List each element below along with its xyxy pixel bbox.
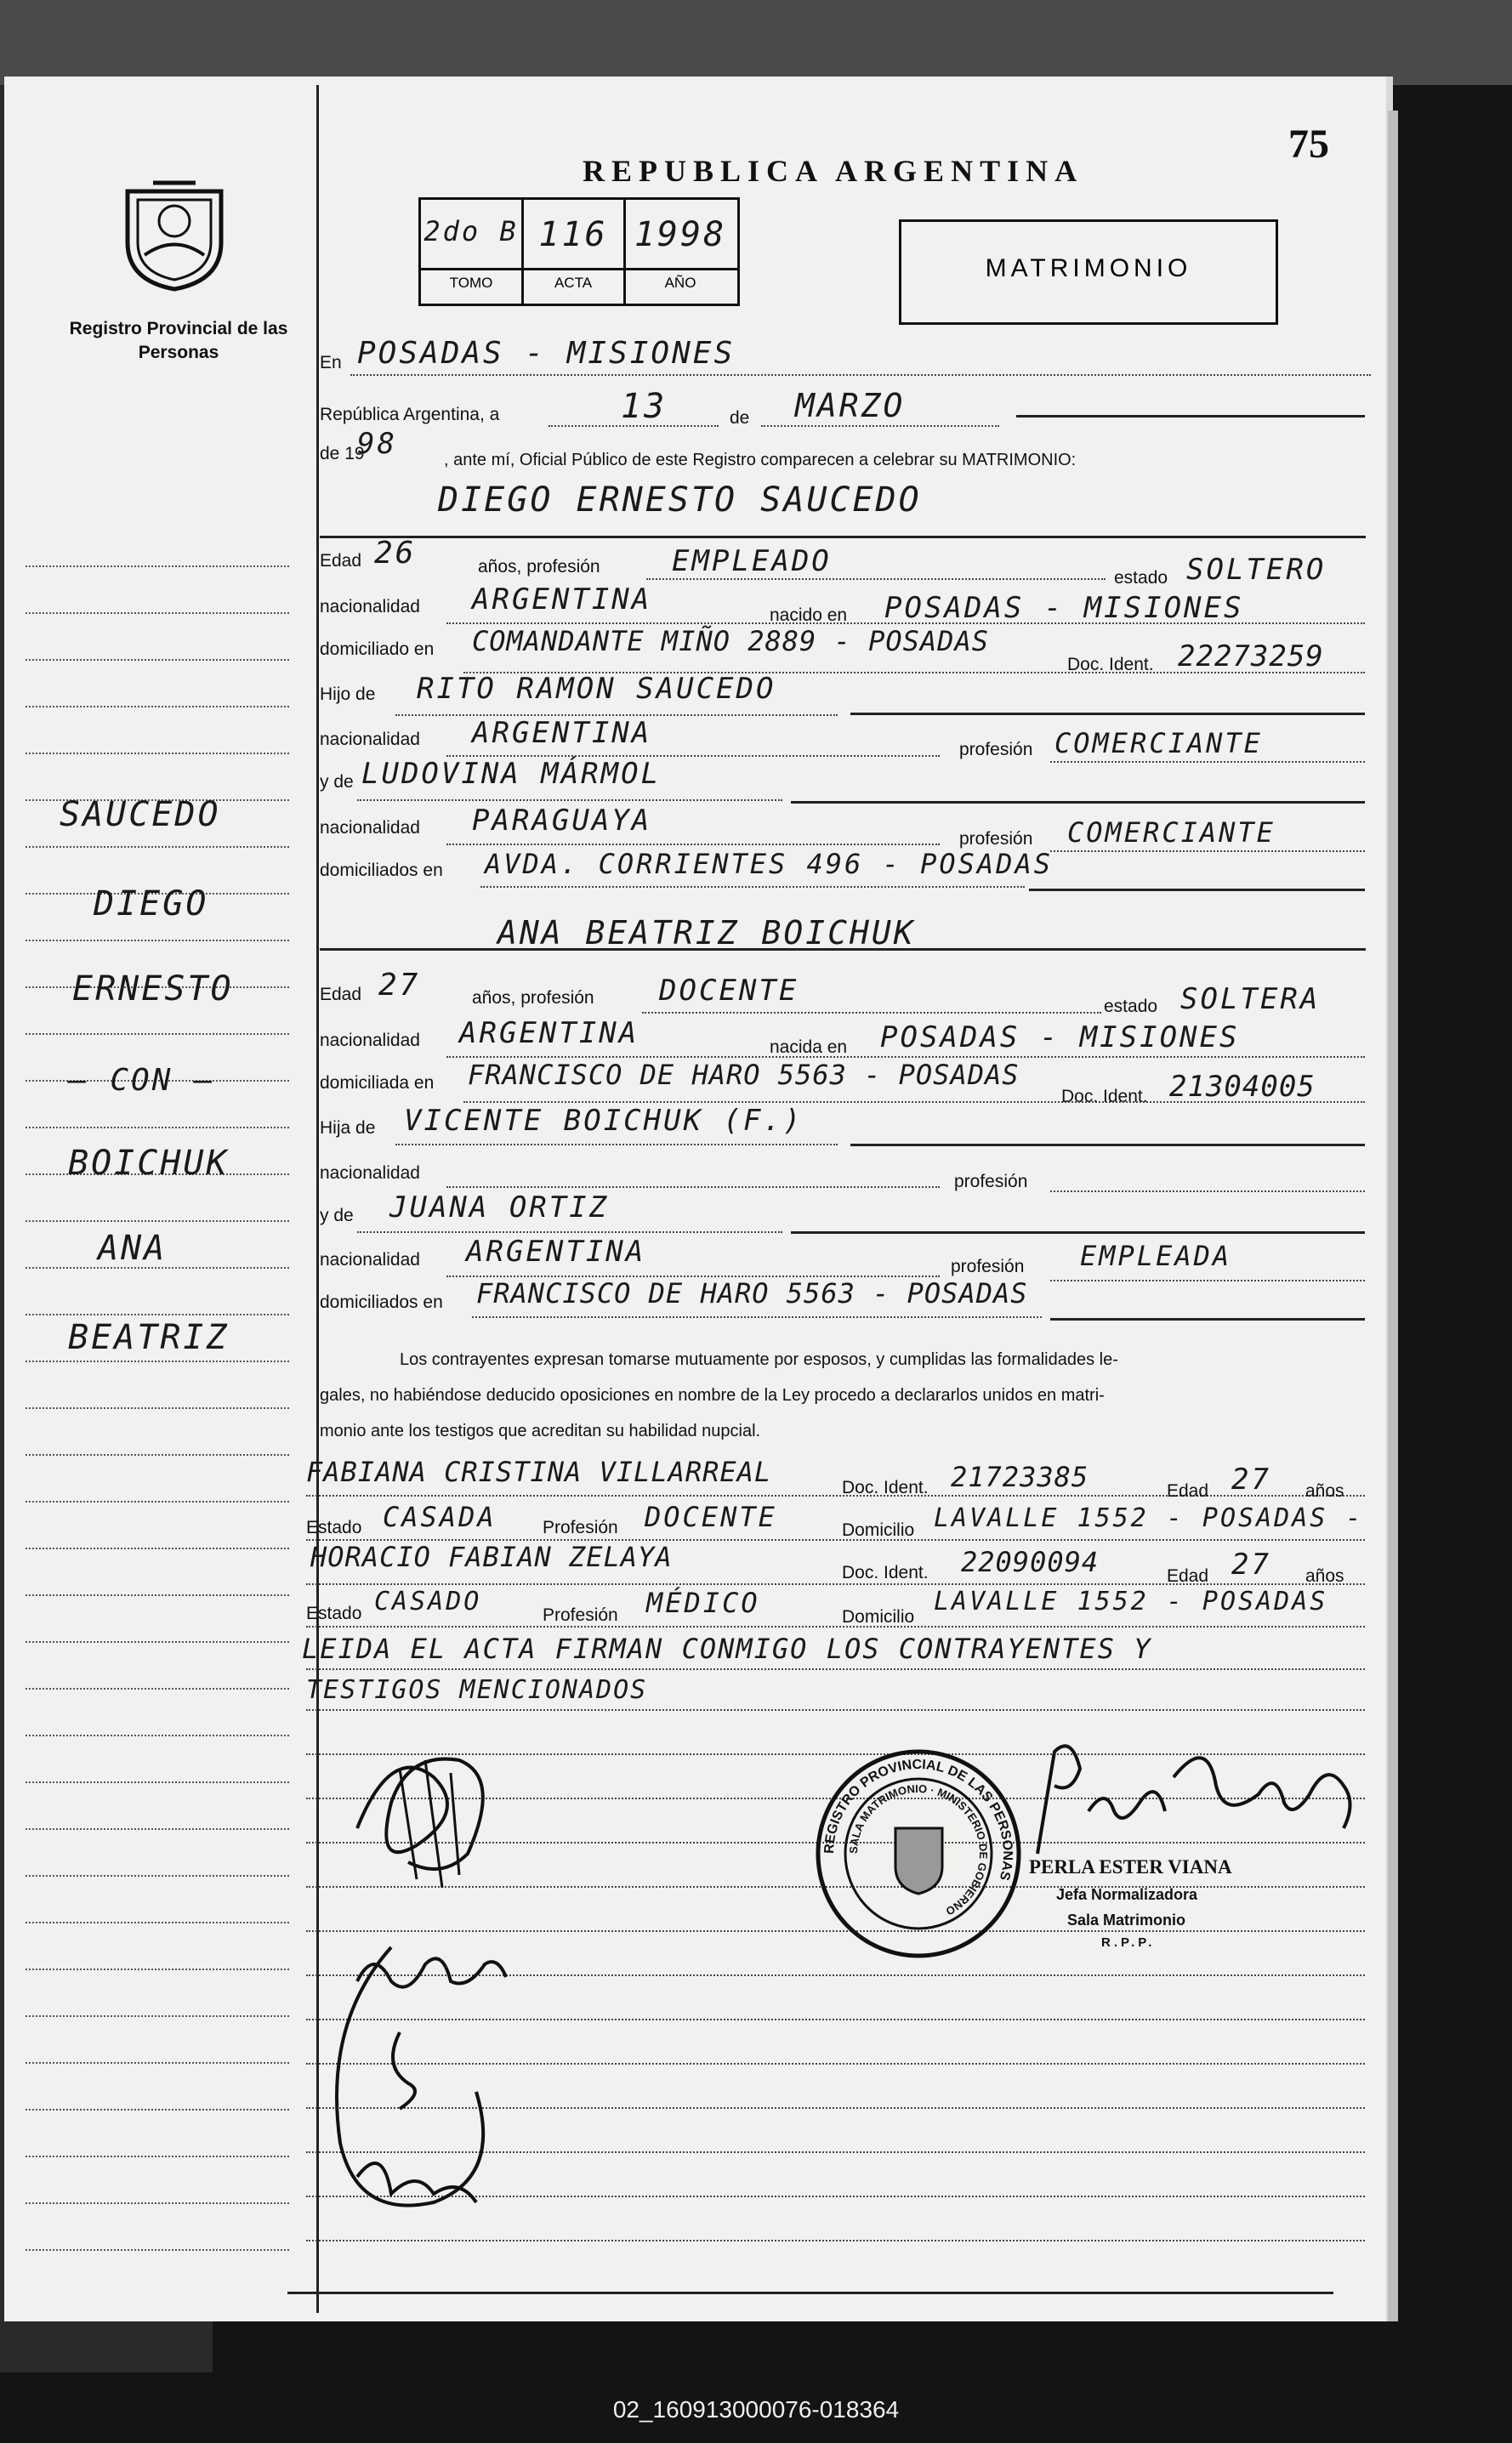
groom-nacionalidad-label: nacionalidad bbox=[320, 597, 420, 616]
witness-2-name: HORACIO FABIAN ZELAYA bbox=[310, 1541, 673, 1573]
groom-estado-label: estado bbox=[1114, 568, 1168, 588]
groom-father-nationality-label: nacionalidad bbox=[320, 730, 420, 749]
groom-full-name: DIEGO ERNESTO SAUCEDO bbox=[438, 480, 922, 520]
bride-profesion-label: años, profesión bbox=[472, 988, 594, 1008]
margin-name-4: BEATRIZ bbox=[68, 1318, 230, 1357]
official-title: Jefa Normalizadora bbox=[1056, 1886, 1198, 1903]
year-prefix: de 19 bbox=[320, 444, 365, 463]
official-name: PERLA ESTER VIANA bbox=[1029, 1856, 1232, 1878]
witness-2-doc-label: Doc. Ident. bbox=[842, 1563, 929, 1582]
stamp-outer-text: REGISTRO PROVINCIAL DE LAS PERSONAS bbox=[821, 1757, 1015, 1882]
bride-nacida-label: nacida en bbox=[770, 1037, 848, 1057]
bride-mother-profession: EMPLEADA bbox=[1080, 1240, 1232, 1272]
official-stamp bbox=[815, 1747, 1023, 1960]
official-code: R.P.P. bbox=[1101, 1935, 1156, 1950]
page-edge bbox=[1388, 111, 1398, 2321]
groom-yde-label: y de bbox=[320, 772, 354, 792]
groom-father-nationality: ARGENTINA bbox=[472, 716, 652, 750]
bride-mother: JUANA ORTIZ bbox=[389, 1190, 610, 1224]
groom-profesion-label: años, profesión bbox=[478, 557, 600, 577]
tomo-value: 2do B bbox=[423, 215, 519, 247]
witness-1-estado-label: Estado bbox=[306, 1518, 362, 1537]
witness-2-anos-label: años bbox=[1305, 1566, 1344, 1586]
witness-1-address: LAVALLE 1552 - POSADAS - bbox=[934, 1503, 1364, 1533]
margin-name-1: DIEGO bbox=[94, 884, 209, 923]
witness-1-name: FABIANA CRISTINA VILLARREAL bbox=[306, 1456, 772, 1488]
groom-father: RITO RAMON SAUCEDO bbox=[417, 672, 776, 706]
bottom-rule bbox=[287, 2292, 1333, 2294]
witness-signatures bbox=[306, 1922, 527, 2236]
groom-doc-number: 22273259 bbox=[1178, 639, 1324, 673]
doc-type-box bbox=[899, 219, 1278, 325]
bride-doc-label: Doc. Ident. bbox=[1061, 1087, 1148, 1106]
groom-mother-nationality-label: nacionalidad bbox=[320, 818, 420, 838]
registry-name: Registro Provincial de las Personas bbox=[69, 319, 288, 362]
country-title: REPUBLICA ARGENTINA bbox=[583, 154, 1084, 188]
groom-father-profession: COMERCIANTE bbox=[1054, 727, 1263, 759]
declaration-line-2: gales, no habiéndose deducido oposiciones en nombre de la Ley procedo a declararlos unidos en matri- bbox=[320, 1386, 1105, 1405]
province-crest-icon bbox=[119, 174, 230, 293]
witness-2-age: 27 bbox=[1231, 1548, 1271, 1582]
groom-age: 26 bbox=[374, 536, 417, 571]
witness-1-profesion-label: Profesión bbox=[543, 1518, 618, 1537]
groom-profession: EMPLEADO bbox=[672, 544, 832, 578]
groom-nationality: ARGENTINA bbox=[472, 582, 652, 616]
bride-hija-label: Hija de bbox=[320, 1118, 376, 1138]
ano-label: AÑO bbox=[664, 275, 696, 291]
scan-background-top bbox=[0, 0, 1512, 85]
republic-label: República Argentina, a bbox=[320, 405, 500, 424]
bride-domiciliada-label: domiciliada en bbox=[320, 1073, 435, 1093]
stamp-inner-text: SALA MATRIMONIO · MINISTERIO DE GOBIERNO bbox=[846, 1781, 991, 1918]
bride-full-name: ANA BEATRIZ BOICHUK bbox=[497, 914, 916, 952]
bride-parents-address: FRANCISCO DE HARO 5563 - POSADAS bbox=[476, 1277, 1028, 1310]
bride-nacionalidad-label: nacionalidad bbox=[320, 1031, 420, 1050]
bride-doc-number: 21304005 bbox=[1169, 1070, 1316, 1104]
groom-mother-nationality: PARAGUAYA bbox=[472, 804, 652, 838]
witness-1-civil-status: CASADA bbox=[383, 1501, 497, 1533]
witness-2-edad-label: Edad bbox=[1167, 1566, 1209, 1586]
groom-signature bbox=[340, 1726, 527, 1896]
groom-mother-profession: COMERCIANTE bbox=[1067, 816, 1276, 849]
groom-mother-prof-label: profesión bbox=[959, 829, 1033, 849]
bride-father-prof-label: profesión bbox=[954, 1172, 1028, 1191]
bride-address: FRANCISCO DE HARO 5563 - POSADAS bbox=[468, 1059, 1020, 1091]
de-label: de bbox=[730, 408, 750, 428]
bride-mother-prof-label: profesión bbox=[951, 1257, 1025, 1276]
bride-mother-nationality-label: nacionalidad bbox=[320, 1250, 420, 1270]
bride-mother-nationality: ARGENTINA bbox=[466, 1235, 646, 1269]
margin-column bbox=[4, 77, 319, 2321]
bride-profession: DOCENTE bbox=[659, 974, 799, 1008]
acta-value: 116 bbox=[538, 215, 608, 254]
witness-1-domicilio-label: Domicilio bbox=[842, 1520, 915, 1540]
groom-mother: LUDOVINA MÁRMOL bbox=[361, 757, 662, 791]
groom-parents-address: AVDA. CORRIENTES 496 - POSADAS bbox=[485, 848, 1053, 880]
doc-type: MATRIMONIO bbox=[985, 254, 1192, 282]
witness-2-domicilio-label: Domicilio bbox=[842, 1607, 915, 1627]
declaration-line-3: monio ante los testigos que acreditan su habilidad nupcial. bbox=[320, 1422, 761, 1440]
witness-1-doc-label: Doc. Ident. bbox=[842, 1478, 929, 1497]
bride-father-nationality-label: nacionalidad bbox=[320, 1163, 420, 1183]
groom-domiciliado-label: domiciliado en bbox=[320, 639, 435, 659]
groom-parents-dom-label: domiciliados en bbox=[320, 861, 443, 880]
place: POSADAS - MISIONES bbox=[357, 336, 736, 371]
witness-1-age: 27 bbox=[1231, 1463, 1271, 1497]
groom-birthplace: POSADAS - MISIONES bbox=[884, 591, 1244, 625]
image-code: 02_160913000076-018364 bbox=[612, 2396, 900, 2423]
official-signature bbox=[1020, 1726, 1378, 1862]
declaration-line-1: Los contrayentes expresan tomarse mutuamente por esposos, y cumplidas las formalidades le- bbox=[400, 1350, 1118, 1369]
margin-connector: — CON — bbox=[68, 1063, 215, 1098]
intro-statement: , ante mí, Oficial Público de este Registro comparecen a celebrar su MATRIMONIO: bbox=[444, 451, 1077, 469]
month: MARZO bbox=[795, 387, 906, 424]
bride-parents-dom-label: domiciliados en bbox=[320, 1293, 443, 1312]
margin-surname-2: BOICHUK bbox=[68, 1144, 230, 1183]
bride-nationality: ARGENTINA bbox=[459, 1016, 639, 1050]
tomo-label: TOMO bbox=[449, 275, 493, 291]
groom-nacido-label: nacido en bbox=[770, 605, 848, 625]
record-id-box bbox=[418, 197, 740, 306]
bride-birthplace: POSADAS - MISIONES bbox=[880, 1020, 1240, 1054]
bride-estado-label: estado bbox=[1104, 997, 1158, 1016]
groom-father-prof-label: profesión bbox=[959, 740, 1033, 759]
witness-1-doc: 21723385 bbox=[951, 1461, 1089, 1493]
witness-1-profession: DOCENTE bbox=[645, 1501, 777, 1533]
witness-2-profesion-label: Profesión bbox=[543, 1605, 618, 1625]
margin-name-2: ERNESTO bbox=[72, 969, 234, 1008]
bride-edad-label: Edad bbox=[320, 985, 362, 1004]
groom-address: COMANDANTE MIÑO 2889 - POSADAS bbox=[472, 625, 989, 657]
groom-civil-status: SOLTERO bbox=[1186, 553, 1327, 587]
witness-2-profession: MÉDICO bbox=[646, 1587, 760, 1619]
witness-2-estado-label: Estado bbox=[306, 1604, 362, 1623]
year-suffix: 98 bbox=[357, 427, 397, 461]
closing-line-1: LEIDA EL ACTA FIRMAN CONMIGO LOS CONTRAYENTES Y bbox=[302, 1633, 1152, 1665]
witness-2-address: LAVALLE 1552 - POSADAS bbox=[934, 1587, 1328, 1616]
page-number: 75 bbox=[1288, 122, 1329, 167]
acta-label: ACTA bbox=[554, 275, 593, 291]
bride-civil-status: SOLTERA bbox=[1180, 982, 1321, 1016]
ano-value: 1998 bbox=[634, 215, 727, 254]
margin-surname: SAUCEDO bbox=[60, 795, 221, 834]
margin-name-3: ANA bbox=[98, 1229, 168, 1268]
groom-doc-label: Doc. Ident. bbox=[1067, 655, 1154, 674]
closing-line-2: TESTIGOS MENCIONADOS bbox=[306, 1675, 648, 1705]
witness-1-anos-label: años bbox=[1305, 1481, 1344, 1501]
witness-2-doc: 22090094 bbox=[961, 1546, 1100, 1578]
bride-age: 27 bbox=[378, 968, 421, 1003]
en-label: En bbox=[320, 353, 342, 372]
bride-father: VICENTE BOICHUK (F.) bbox=[404, 1104, 804, 1138]
witness-2-civil-status: CASADO bbox=[374, 1587, 482, 1616]
groom-edad-label: Edad bbox=[320, 551, 362, 571]
day: 13 bbox=[621, 387, 668, 426]
official-dept: Sala Matrimonio bbox=[1067, 1912, 1186, 1929]
witness-1-edad-label: Edad bbox=[1167, 1481, 1209, 1501]
bride-yde-label: y de bbox=[320, 1206, 354, 1225]
groom-hijo-label: Hijo de bbox=[320, 685, 376, 704]
